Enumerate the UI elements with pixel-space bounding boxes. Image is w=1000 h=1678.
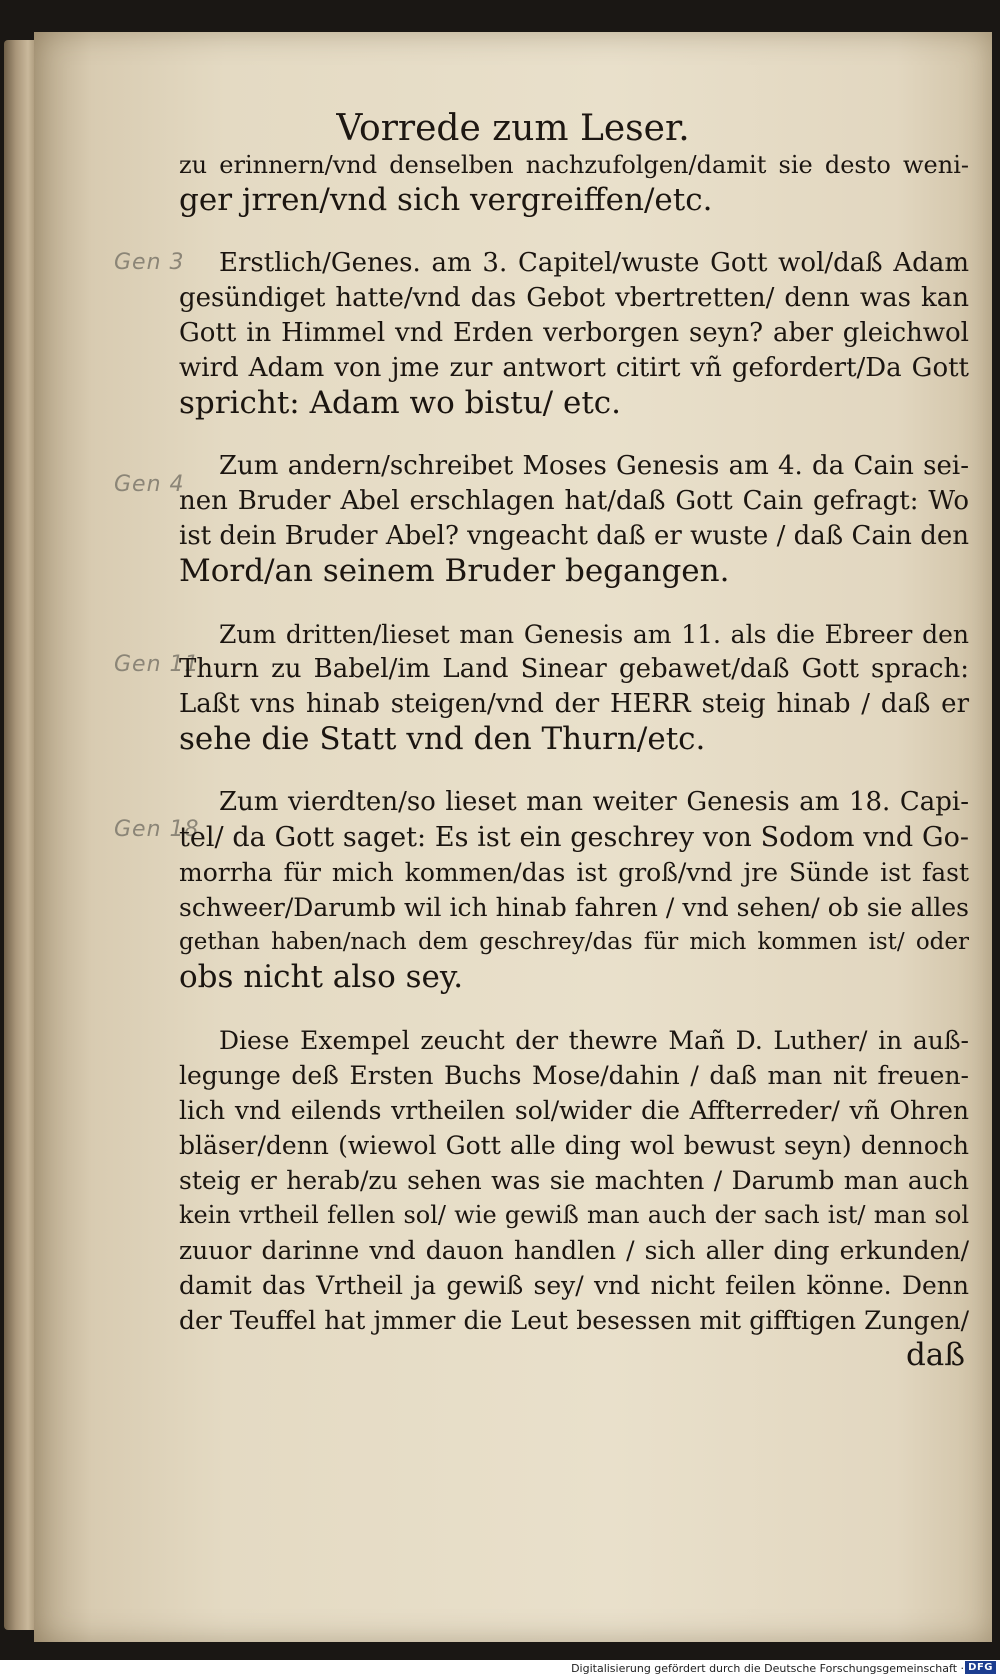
text-line: zu erinnern/vnd denselben nachzufolgen/damit sie desto weni- xyxy=(179,151,969,179)
text-line: morrha für mich kommen/das ist groß/vnd jre Sünde ist fast xyxy=(179,858,969,887)
marginal-note: Gen 18 xyxy=(114,817,200,842)
text-line: Zum andern/schreibet Moses Genesis am 4. da Cain sei- xyxy=(219,451,969,481)
text-line: kein vrtheil fellen sol/ wie gewiß man auch der sach ist/ man sol xyxy=(179,1201,969,1229)
paragraph xyxy=(179,617,969,757)
text-line: lich vnd eilends vrtheilen sol/wider die Affterreder/ vñ Ohren xyxy=(179,1096,969,1125)
text-line: damit das Vrtheil ja gewiß sey/ vnd nicht feilen könne. Denn xyxy=(179,1271,969,1300)
book-page xyxy=(34,32,992,1642)
text-line: steig er herab/zu sehen was sie machten / Darumb man auch xyxy=(179,1166,969,1195)
text-line: sehe die Statt vnd den Thurn/etc. xyxy=(179,721,706,757)
text-line: obs nicht also sey. xyxy=(179,959,464,995)
text-line: gesündiget hatte/vnd das Gebot vbertretten/ denn was kan xyxy=(179,283,969,313)
text-line: schweer/Darumb wil ich hinab fahren / vnd sehen/ ob sie alles xyxy=(179,893,969,922)
text-line: der Teuffel hat jmmer die Leut besessen mit gifftigen Zungen/ xyxy=(179,1306,969,1335)
paragraph xyxy=(179,449,969,589)
text-line: ger jrren/vnd sich vergreiffen/etc. xyxy=(179,182,713,218)
text-line: legunge deß Ersten Buchs Mose/dahin / daß man nit freuen- xyxy=(179,1061,969,1090)
catchword: daß xyxy=(905,1337,965,1373)
text-line: Gott in Himmel vnd Erden verborgen seyn? aber gleichwol xyxy=(179,318,969,348)
paragraph xyxy=(179,246,969,421)
text-line: Zum dritten/lieset man Genesis am 11. als die Ebreer den xyxy=(219,620,969,649)
text-line: bläser/denn (wiewol Gott alle ding wol bewust seyn) dennoch xyxy=(179,1131,969,1160)
text-line: nen Bruder Abel erschlagen hat/daß Gott Cain gefragt: Wo xyxy=(179,486,969,516)
text-line: Thurn zu Babel/im Land Sinear gebawet/daß Gott sprach: xyxy=(179,654,969,684)
paragraph xyxy=(179,1023,969,1338)
marginal-note: Gen 4 xyxy=(114,472,185,497)
text-line: Mord/an seinem Bruder begangen. xyxy=(179,553,730,589)
paragraph xyxy=(179,785,969,995)
text-line: spricht: Adam wo bistu/ etc. xyxy=(179,385,621,421)
funding-credit: Digitalisierung gefördert durch die Deutsche Forschungsgemeinschaft · xyxy=(571,1662,964,1675)
body-text xyxy=(179,148,969,1373)
text-line: Erstlich/Genes. am 3. Capitel/wuste Gott wol/daß Adam xyxy=(219,248,969,278)
text-line: Diese Exempel zeucht der thewre Mañ D. Luther/ in auß- xyxy=(219,1026,969,1055)
text-line: zuuor darinne vnd dauon handlen / sich aller ding erkunden/ xyxy=(179,1236,969,1265)
text-line: gethan haben/nach dem geschrey/das für mich kommen ist/ oder xyxy=(179,929,969,955)
marginal-note: Gen 11 xyxy=(114,652,200,677)
paragraph xyxy=(179,148,969,218)
text-line: ist dein Bruder Abel? vngeacht daß er wuste / daß Cain den xyxy=(179,521,969,551)
footer-bar xyxy=(0,1660,1000,1678)
text-line: Laßt vns hinab steigen/vnd der HERR steig hinab / daß er xyxy=(179,689,969,719)
text-line: tel/ da Gott saget: Es ist ein geschrey von Sodom vnd Go- xyxy=(179,822,969,853)
marginal-note: Gen 3 xyxy=(114,250,185,275)
text-line: wird Adam von jme zur antwort citirt vñ gefordert/Da Gott xyxy=(179,353,969,383)
running-head: Vorrede zum Leser. xyxy=(336,108,690,149)
dfg-logo: DFG xyxy=(965,1661,996,1674)
text-line: Zum vierdten/so lieset man weiter Genesis am 18. Capi- xyxy=(219,787,969,817)
